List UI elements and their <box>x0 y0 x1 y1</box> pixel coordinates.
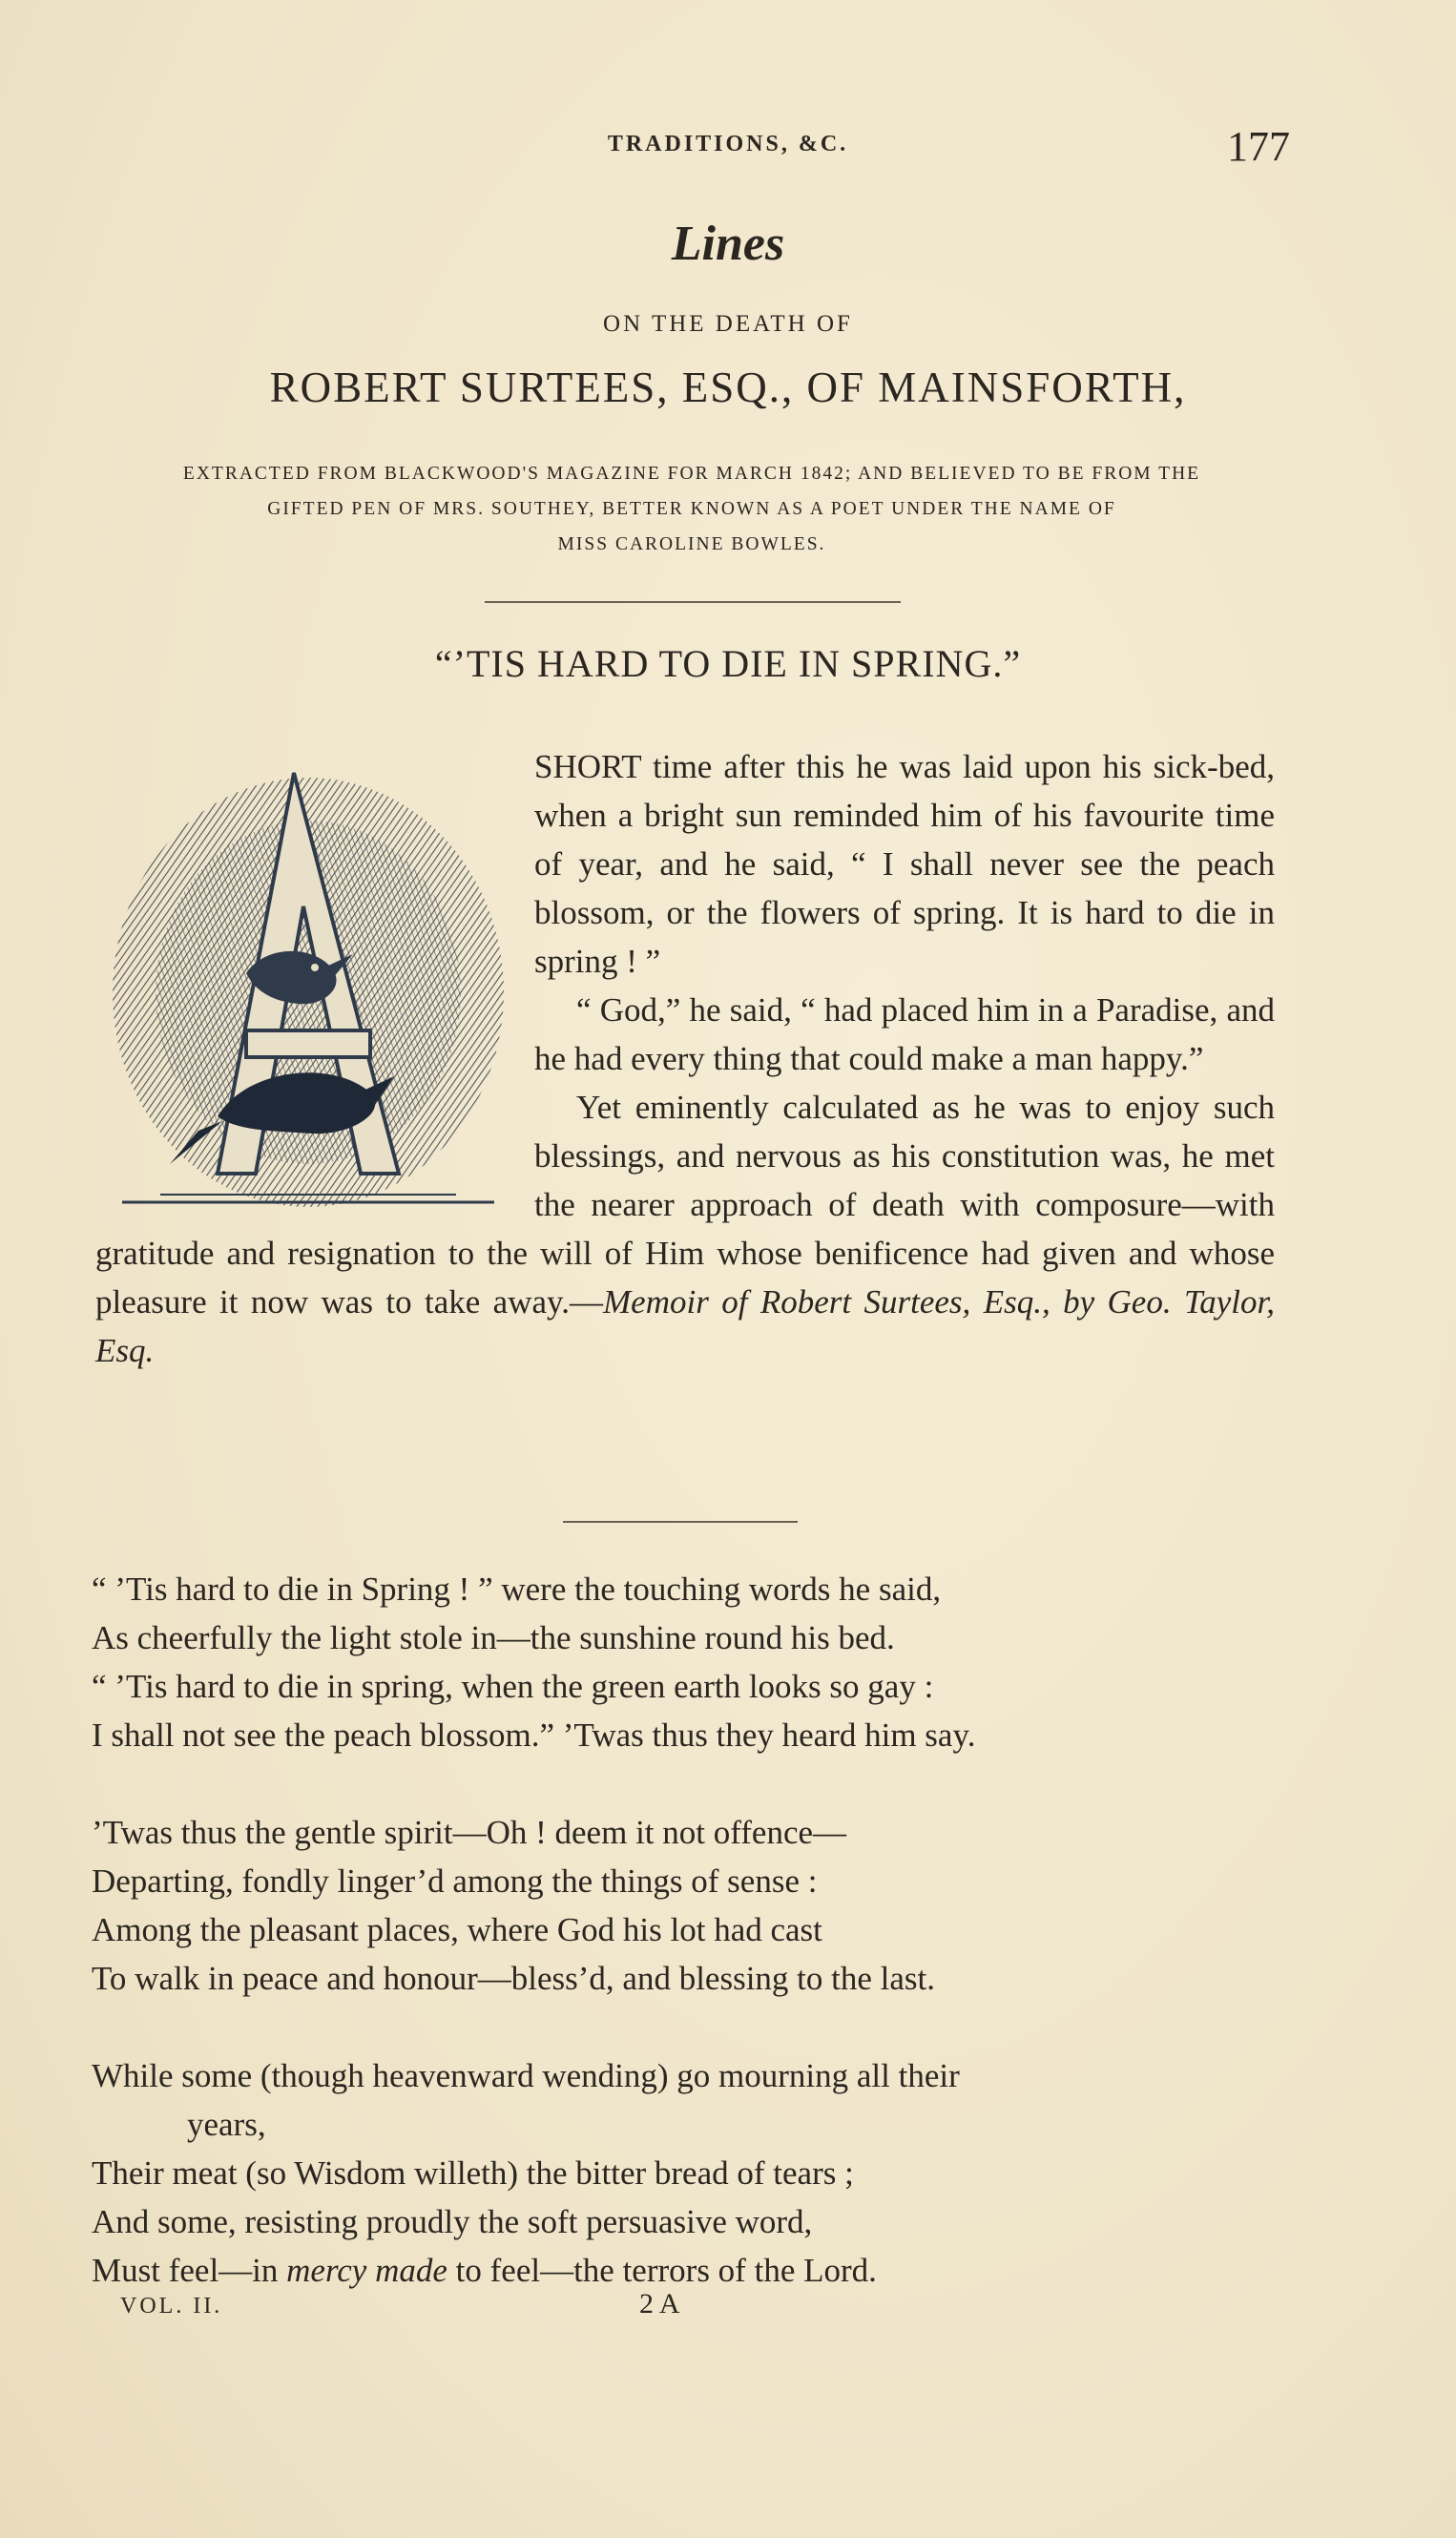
prose-paragraph-2: “ God,” he said, “ had placed him in a Paradise, and he had every thing that could make a man happy.” <box>534 991 1275 1077</box>
poem-line: ’Twas thus the gentle spirit—Oh ! deem it not offence— <box>92 1814 847 1851</box>
extract-note <box>95 456 1288 562</box>
signature-mark: 2 A <box>639 2288 680 2320</box>
poem-line: Their meat (so Wisdom willeth) the bitter bread of tears ; <box>92 2154 854 2192</box>
poem-line: Departing, fondly linger’d among the things of sense : <box>92 1862 818 1900</box>
heading-subtitle: ON THE DEATH OF <box>603 311 853 337</box>
extract-line: MISS CAROLINE BOWLES. <box>557 534 826 554</box>
poem-line: While some (though heavenward wending) go mourning all their <box>92 2057 960 2094</box>
poem-stanza-1 <box>92 1565 1294 1759</box>
poem-line: I shall not see the peach blossom.” ’Twas thus they heard him say. <box>92 1716 976 1754</box>
poem-line: To walk in peace and honour—bless’d, and blessing to the last. <box>92 1960 936 1997</box>
poem-line-part: to feel—the terrors of the Lord. <box>447 2252 877 2289</box>
poem-line: Among the pleasant places, where God his lot had cast <box>92 1911 822 1948</box>
heading-title: ROBERT SURTEES, ESQ., OF MAINSFORTH, <box>269 364 1187 411</box>
extract-line: GIFTED PEN OF MRS. SOUTHEY, BETTER KNOWN AS A POET UNDER THE NAME OF <box>267 499 1116 519</box>
prose-paragraph-3-text: Yet eminently calculated as he was to enjoy such blessings, and nervous as his constitution was, he met the nearer approach of death with composure—with gratitude and resignation to the will of Him whose benificence had given and whose pleasure it now was to take away.— <box>95 1089 1275 1321</box>
prose-paragraph-1: SHORT time after this he was laid upon his sick-bed, when a bright sun reminded him of his favourite time of year, and he said, “ I shall never see the peach blossom, or the flowers of spring. It is hard to die in spring ! ” <box>534 748 1275 980</box>
poem-line-emphasis: mercy made <box>286 2252 447 2289</box>
page-number: 177 <box>1227 123 1290 170</box>
divider-rule <box>563 1521 798 1523</box>
poem-line: And some, resisting proudly the soft persuasive word, <box>92 2203 813 2240</box>
volume-label: VOL. II. <box>120 2294 223 2319</box>
divider-rule <box>485 601 901 603</box>
poem-line <box>92 2246 1294 2295</box>
memoir-citation: Memoir of Robert Surtees, Esq., by Geo. Taylor, Esq. <box>95 1283 1275 1369</box>
motto: “’TIS HARD TO DIE IN SPRING.” <box>434 642 1022 685</box>
woodcut-spacer <box>95 742 534 1219</box>
poem-line-part: Must feel—in <box>92 2252 287 2289</box>
running-title: TRADITIONS, &C. <box>607 132 849 156</box>
poem-line: As cheerfully the light stole in—the sunshine round his bed. <box>92 1619 895 1656</box>
poem-line-turnover: years, <box>187 2106 266 2143</box>
poem-stanza-3 <box>92 2051 1294 2295</box>
poem-line: “ ’Tis hard to die in spring, when the green earth looks so gay : <box>92 1668 934 1705</box>
poem-line: “ ’Tis hard to die in Spring ! ” were the touching words he said, <box>92 1571 942 1608</box>
blackletter-heading: Lines <box>671 217 785 271</box>
prose-passage <box>95 742 1275 1375</box>
extract-line: EXTRACTED FROM BLACKWOOD'S MAGAZINE FOR MARCH 1842; AND BELIEVED TO BE FROM THE <box>182 464 1201 484</box>
poem-stanza-2 <box>92 1808 1294 2003</box>
